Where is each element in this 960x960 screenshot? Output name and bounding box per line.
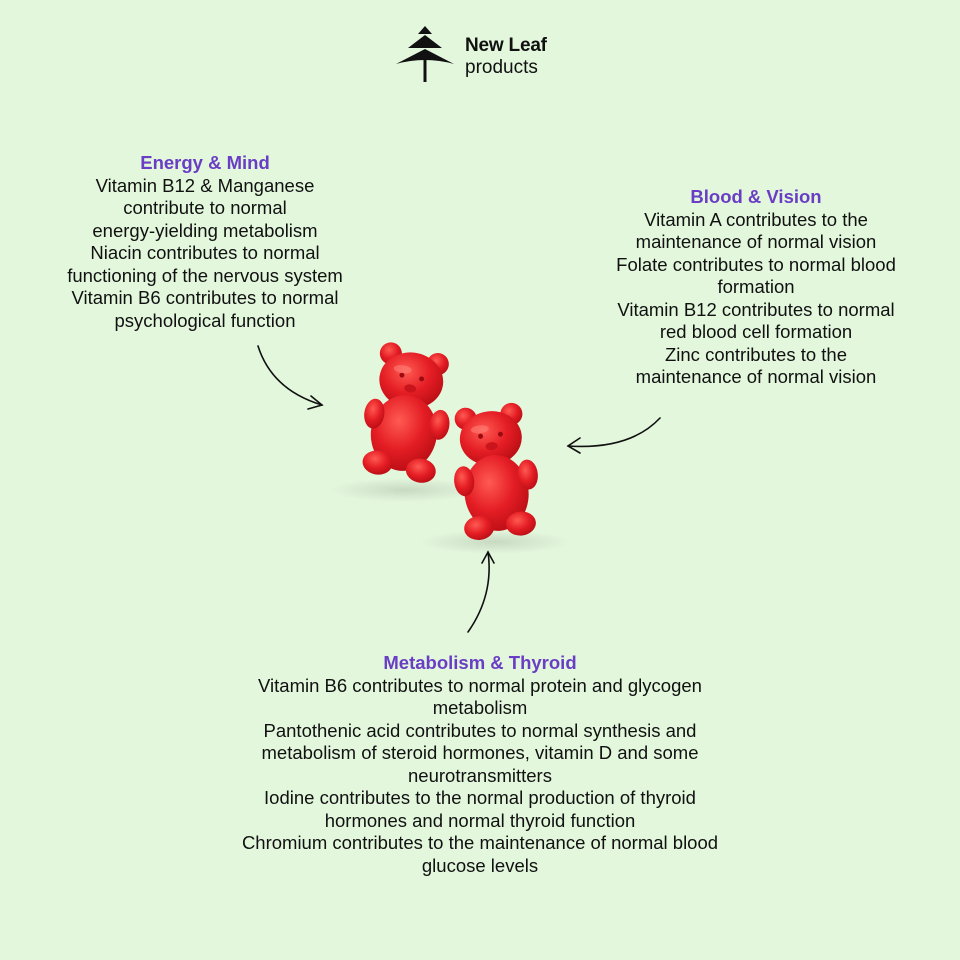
text-line: functioning of the nervous system [67, 264, 343, 286]
text-line: Folate contributes to normal blood [616, 253, 896, 275]
text-line: energy-yielding metabolism [92, 219, 318, 241]
gummy-bears-image [330, 330, 590, 570]
brand-name: New Leaf [465, 35, 547, 56]
section-title: Blood & Vision [690, 186, 822, 207]
text-line: metabolism of steroid hormones, vitamin D and some [261, 742, 699, 763]
text-line: maintenance of normal vision [635, 366, 877, 387]
text-line: neurotransmitters [408, 764, 552, 786]
text-line: red blood cell formation [659, 321, 853, 342]
gummy-bear [447, 401, 544, 542]
arrow-energy-icon [258, 346, 322, 409]
text-line: hormones and normal thyroid function [324, 809, 636, 831]
text-line: glucose levels [421, 854, 539, 876]
gummy-bear [356, 340, 460, 486]
text-line: psychological function [114, 309, 296, 331]
text-line: Pantothenic acid contributes to normal synthesis and [263, 719, 697, 741]
section-title: Energy & Mind [140, 152, 270, 173]
brand-subtitle: products [465, 57, 538, 78]
text-line: contribute to normal [123, 197, 287, 218]
text-line: Iodine contributes to the normal production of thyroid [264, 787, 696, 808]
text-line: formation [717, 276, 795, 297]
text-line: Chromium contributes to the maintenance of normal blood [241, 832, 719, 853]
text-line: metabolism [432, 697, 528, 718]
text-line: Vitamin B12 & Manganese [95, 174, 315, 196]
text-line: Vitamin B6 contributes to normal [71, 287, 339, 308]
text-line: Vitamin A contributes to the [644, 208, 868, 230]
text-line: Vitamin B6 contributes to normal protein and glycogen [258, 674, 702, 696]
text-line: Niacin contributes to normal [90, 242, 320, 263]
text-line: Zinc contributes to the [664, 343, 847, 365]
text-line: Vitamin B12 contributes to normal [617, 298, 895, 320]
section-title: Metabolism & Thyroid [383, 652, 577, 673]
text-line: maintenance of normal vision [635, 231, 877, 252]
